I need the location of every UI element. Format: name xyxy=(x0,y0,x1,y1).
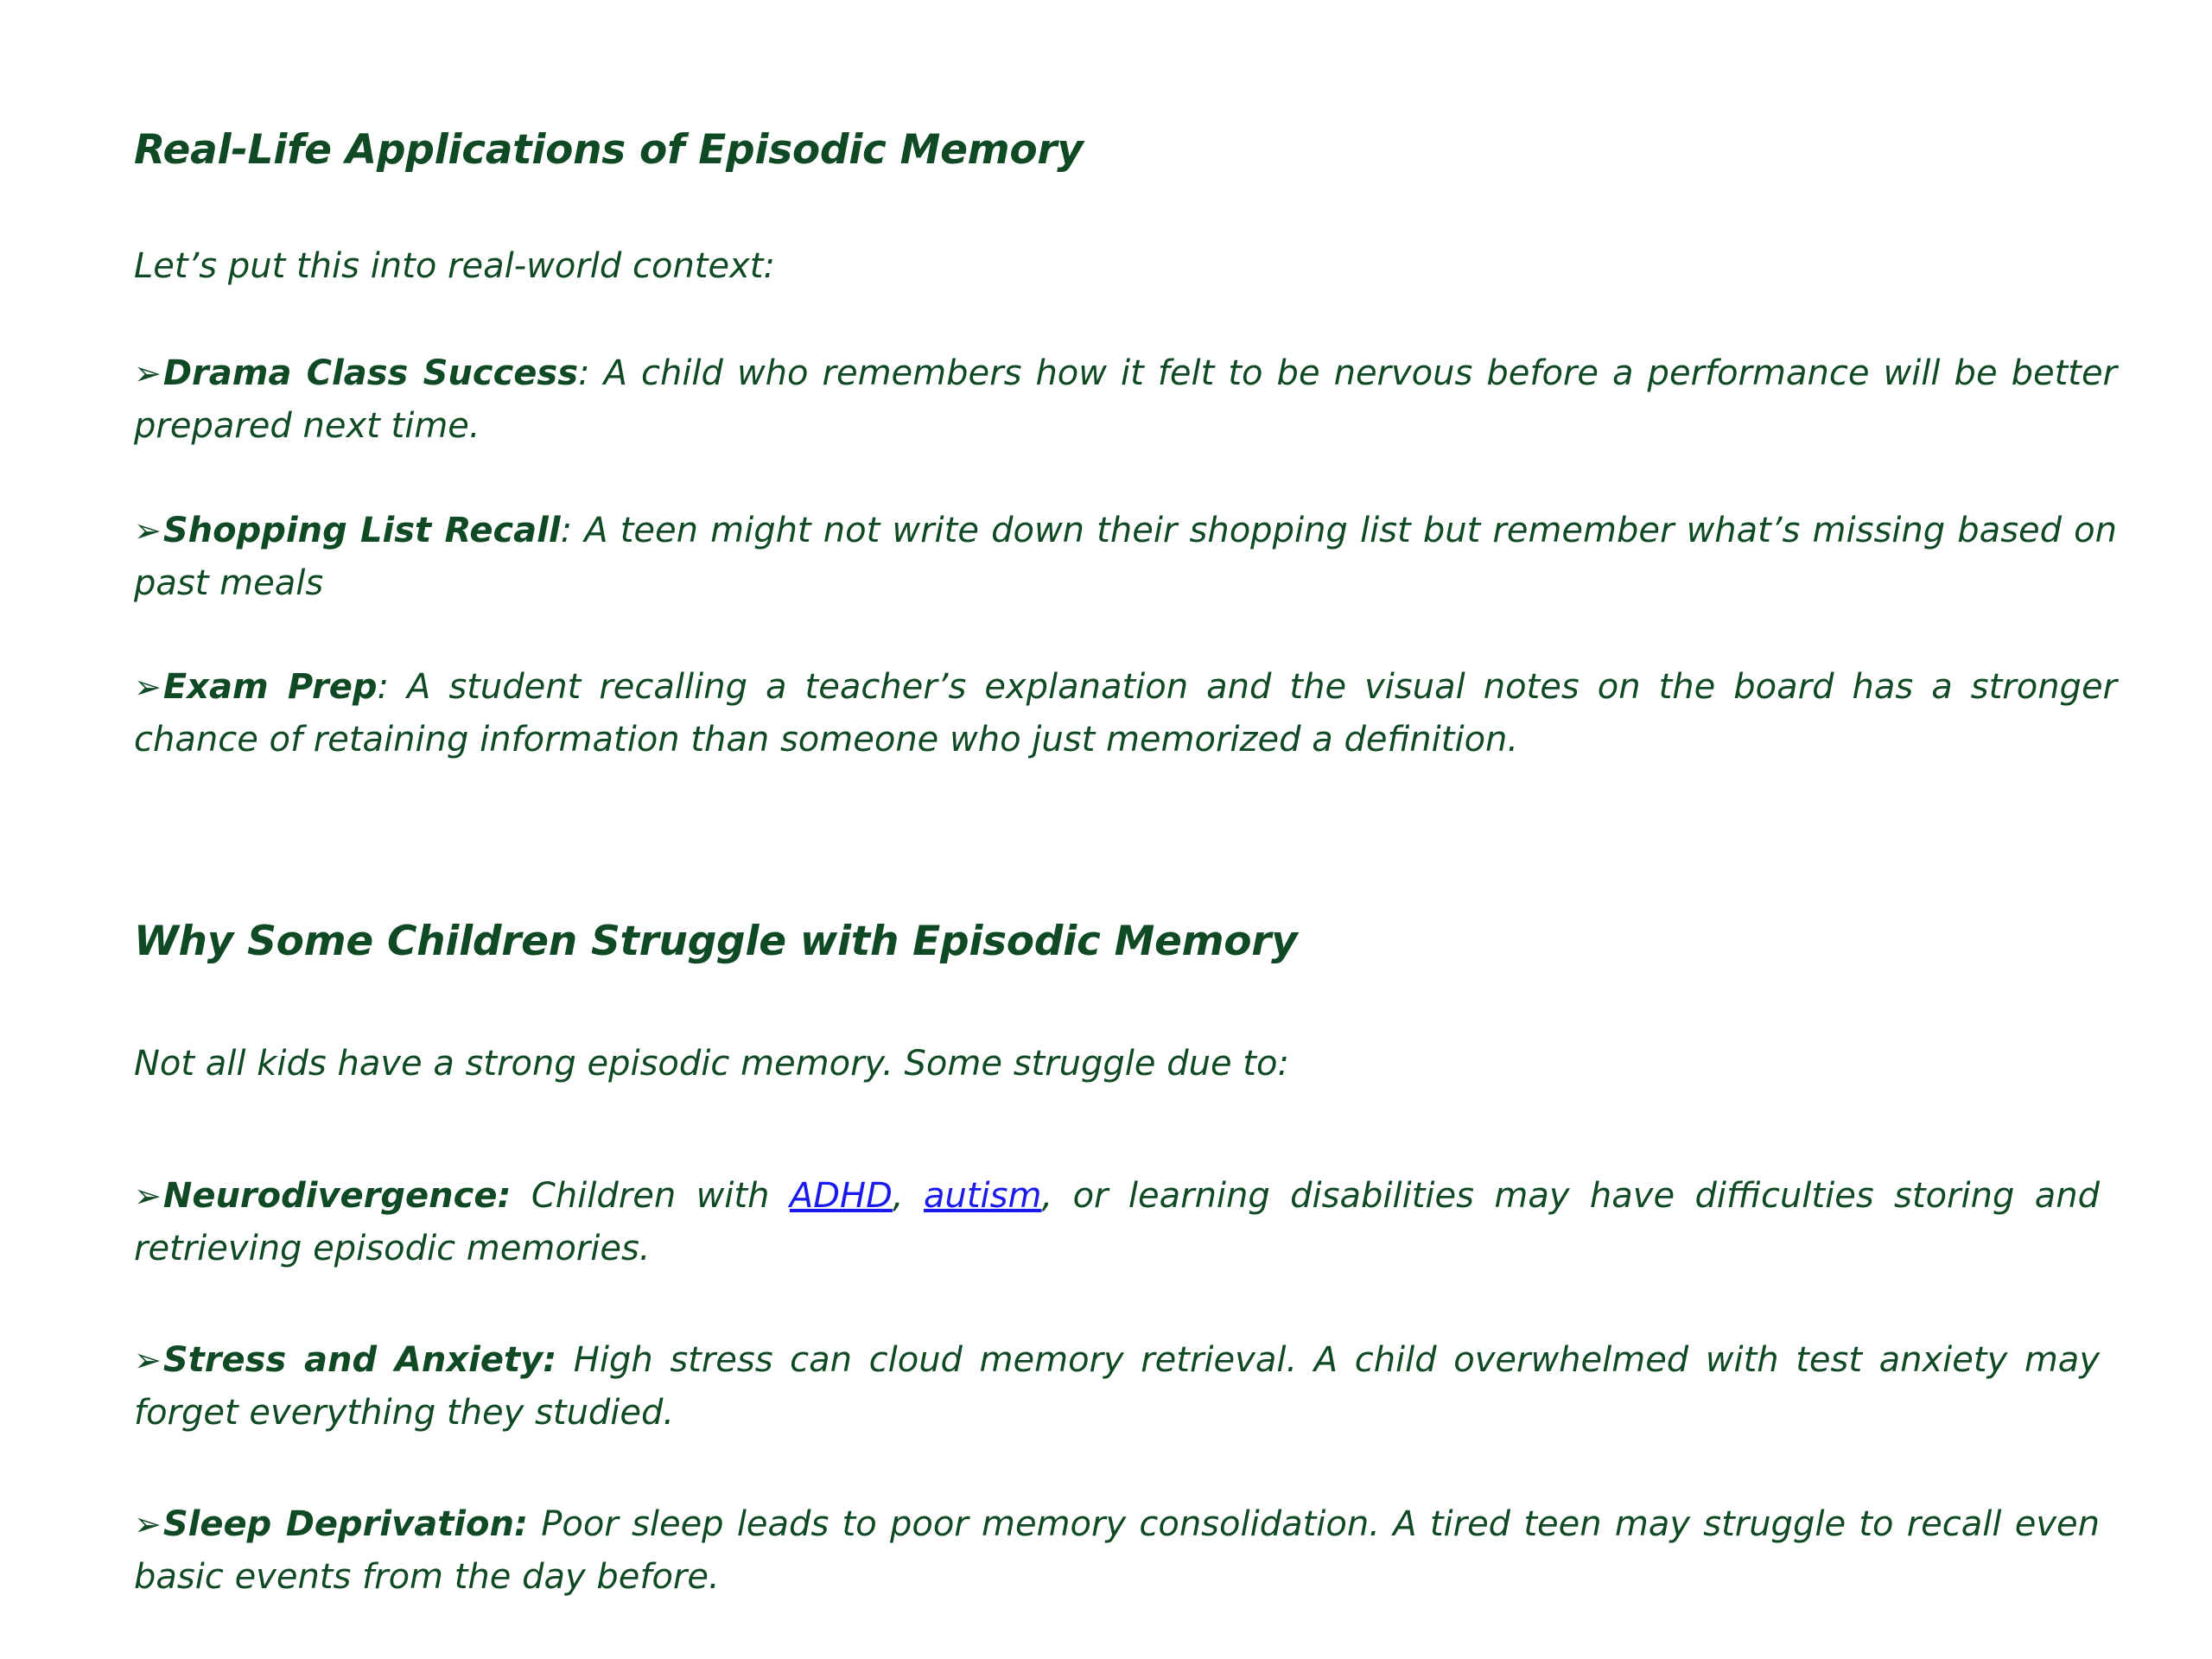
list-item-drama-class xyxy=(134,347,2117,453)
item-term: Sleep Deprivation xyxy=(162,1504,514,1544)
item-term: Exam Prep xyxy=(162,667,378,707)
list-item-stress-anxiety xyxy=(134,1334,2100,1440)
section-heading-applications: Real-Life Applications of Episodic Memory xyxy=(134,126,1084,174)
item-separator: : xyxy=(497,1176,512,1216)
item-separator: : xyxy=(543,1340,557,1380)
item-term: Stress and Anxiety xyxy=(162,1340,543,1380)
item-term: Drama Class Success xyxy=(162,353,579,393)
list-item-neurodivergence xyxy=(134,1170,2100,1275)
item-text: A child who remembers how it felt to be nervous before a performance will be better prepared next time. xyxy=(134,353,2118,446)
item-separator: : xyxy=(377,667,389,707)
item-comma: , xyxy=(892,1176,924,1216)
item-separator: : xyxy=(513,1504,528,1544)
arrow-bullet-icon: ➢ xyxy=(134,512,162,550)
list-item-exam-prep xyxy=(134,661,2117,766)
adhd-link[interactable]: ADHD xyxy=(789,1176,893,1216)
item-separator: : xyxy=(578,353,590,393)
item-text: A student recalling a teacher’s explanation and the visual notes on the board has a stronger chance of retaining information than someone who just memorized a definition. xyxy=(134,667,2118,760)
arrow-bullet-icon: ➢ xyxy=(134,668,162,706)
list-item-sleep-deprivation xyxy=(134,1498,2100,1604)
item-term: Shopping List Recall xyxy=(162,511,561,550)
item-text-after: , or learning disabilities may have difficulties storing and retrieving episodic memories. xyxy=(134,1176,2100,1268)
section-intro-struggle: Not all kids have a strong episodic memory. Some struggle due to: xyxy=(134,1044,1289,1084)
list-item-shopping-list xyxy=(134,505,2117,610)
item-term: Neurodivergence xyxy=(162,1176,498,1216)
item-text-before: Children with xyxy=(511,1176,790,1216)
item-text: Poor sleep leads to poor memory consolidation. A tired teen may struggle to recall even basic events from the day before. xyxy=(134,1504,2101,1597)
item-text: A teen might not write down their shopping list but remember what’s missing based on past meals xyxy=(134,511,2117,603)
arrow-bullet-icon: ➢ xyxy=(134,1177,162,1215)
item-text: High stress can cloud memory retrieval. A child overwhelmed with test anxiety may forget everything they studied. xyxy=(134,1340,2100,1433)
arrow-bullet-icon: ➢ xyxy=(134,1341,162,1379)
section-heading-struggle: Why Some Children Struggle with Episodic Memory xyxy=(134,918,1298,965)
autism-link[interactable]: autism xyxy=(924,1176,1042,1216)
section-intro-applications: Let’s put this into real-world context: xyxy=(134,246,775,286)
item-separator: : xyxy=(560,511,573,550)
arrow-bullet-icon: ➢ xyxy=(134,1505,162,1543)
arrow-bullet-icon: ➢ xyxy=(134,354,162,392)
